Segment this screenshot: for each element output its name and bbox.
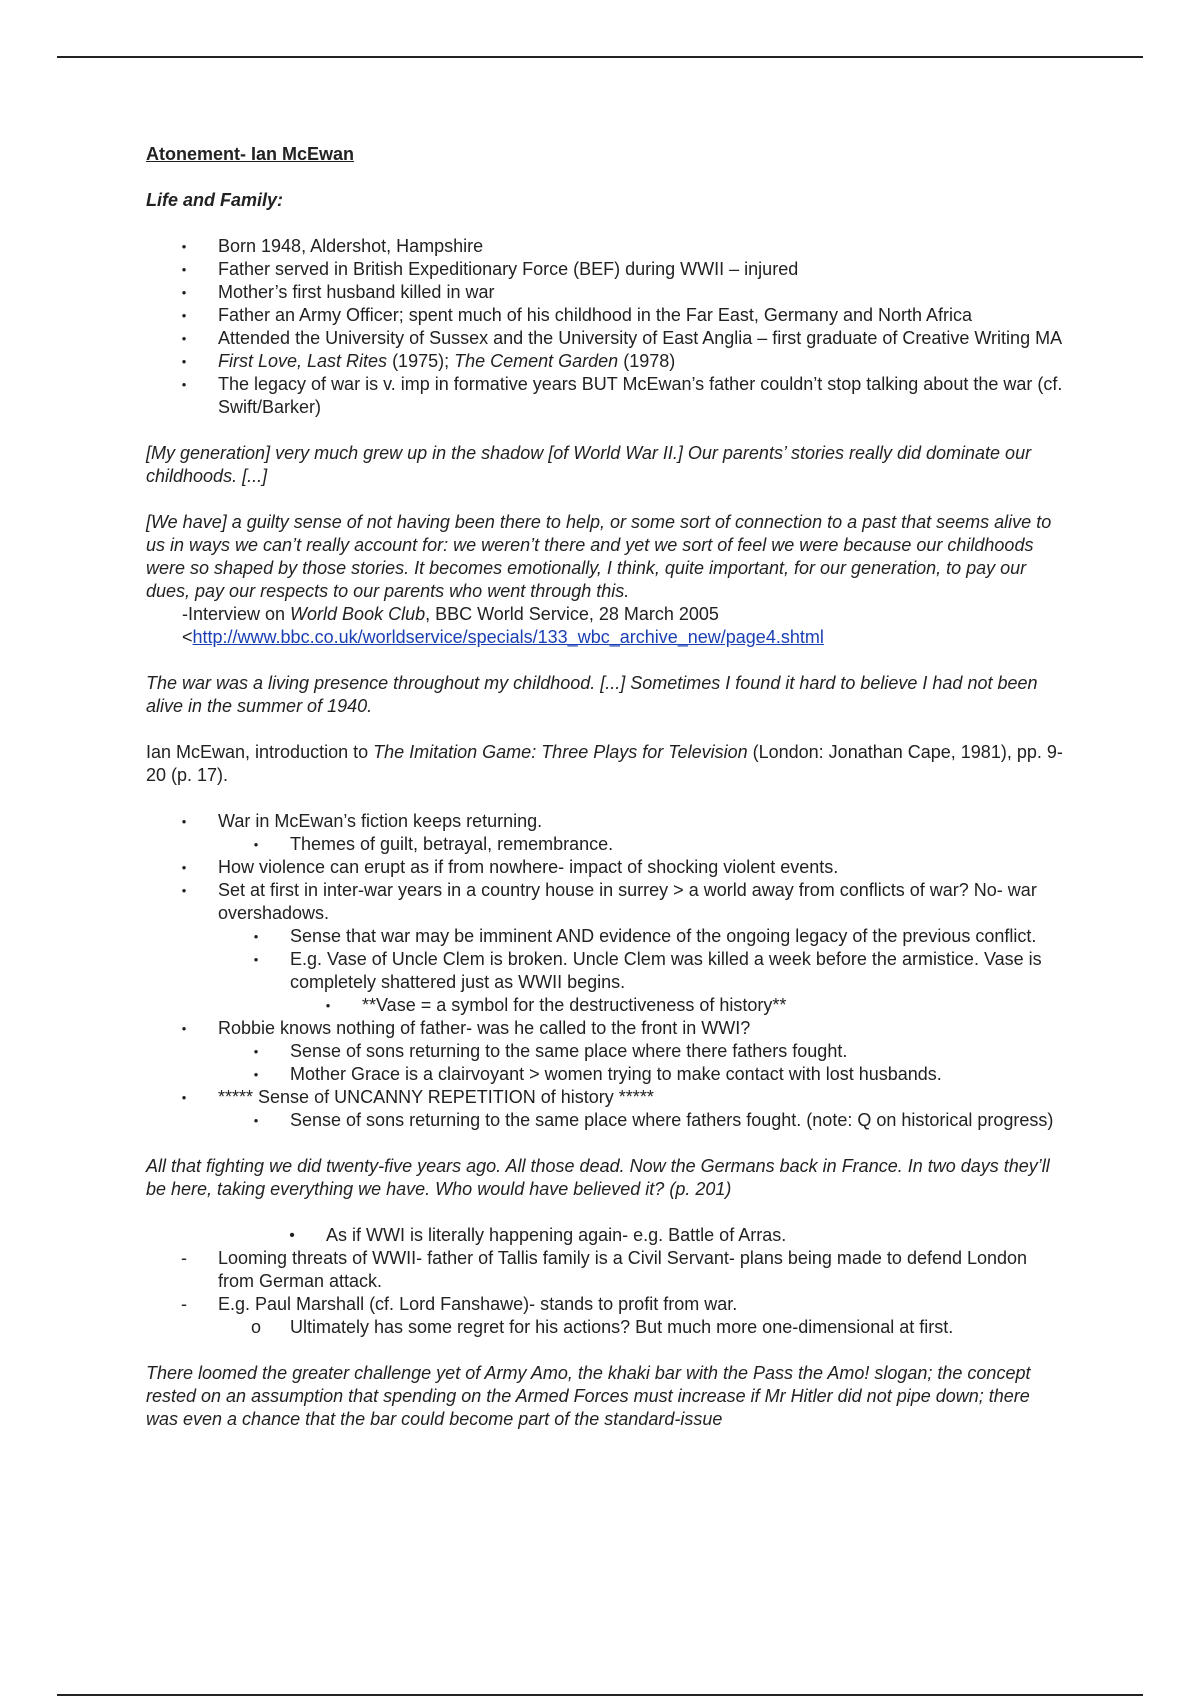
bullet-marker: •	[181, 1021, 187, 1036]
list-item	[146, 304, 1066, 327]
list-item-text: Sense of sons returning to the same place where there fathers fought.	[290, 1041, 848, 1061]
bullet-marker: •	[181, 1090, 187, 1105]
bullet-marker: •	[181, 331, 187, 346]
dash-marker: -	[181, 1248, 187, 1268]
list-item	[146, 281, 1066, 304]
list-item-text: Sense that war may be imminent AND evidence of the ongoing legacy of the previous conflict.	[290, 926, 1037, 946]
list-item	[146, 258, 1066, 281]
list-item	[146, 373, 1066, 419]
quote: [We have] a guilty sense of not having been there to help, or some sort of connection to a past that seems alive to us in ways we can’t really account for: we weren’t there and yet we sort of feel we were because our childhoods were so shaped by those stories. It becomes emotionally, I think, quite important, for our generation, to pay our dues, pay our respects to our parents who went through this.	[146, 512, 1052, 601]
interview-source	[146, 603, 1066, 626]
footer-rule	[57, 1694, 1143, 1696]
list-item-text: ***** Sense of UNCANNY REPETITION of history *****	[218, 1087, 654, 1107]
intro-source	[146, 741, 1066, 787]
bullet-marker: •	[181, 377, 187, 392]
quote: [My generation] very much grew up in the shadow [of World War II.] Our parents’ stories really did dominate our childhoods. [...]	[146, 443, 1032, 486]
list-item-text: How violence can erupt as if from nowhere- impact of shocking violent events.	[218, 857, 839, 877]
spacer	[146, 649, 1066, 672]
spacer	[146, 718, 1066, 741]
list-item-text: The legacy of war is v. imp in formative years BUT McEwan’s father couldn’t stop talking about the war (cf. Swift/Barker)	[218, 374, 1063, 417]
bullet-marker: •	[181, 262, 187, 277]
circle-marker: o	[250, 1317, 261, 1337]
list-item	[146, 879, 1066, 925]
list-item	[146, 1040, 1066, 1063]
list-item	[146, 1293, 1066, 1316]
source-suffix: , BBC World Service, 28 March 2005	[425, 604, 719, 624]
bullet-marker: •	[181, 860, 187, 875]
bullet-marker: •	[181, 239, 187, 254]
bullet-marker: •	[253, 1067, 259, 1082]
spacer	[146, 1339, 1066, 1362]
list-item-text: Robbie knows nothing of father- was he called to the front in WWI?	[218, 1018, 751, 1038]
source-prefix: Ian McEwan, introduction to	[146, 742, 374, 762]
spacer	[146, 787, 1066, 810]
program-name: World Book Club	[290, 604, 426, 624]
spacer	[146, 212, 1066, 235]
list-item	[146, 925, 1066, 948]
list-item	[146, 1017, 1066, 1040]
list-item-text: Mother Grace is a clairvoyant > women trying to make contact with lost husbands.	[290, 1064, 942, 1084]
war-list	[146, 1224, 1066, 1339]
list-item-text: Mother’s first husband killed in war	[218, 282, 495, 302]
list-item	[146, 1063, 1066, 1086]
list-item-text: Looming threats of WWII- father of Tallis family is a Civil Servant- plans being made to defend London from German attack.	[218, 1248, 1028, 1291]
list-item-text: Born 1948, Aldershot, Hampshire	[218, 236, 484, 256]
work-year: (1978)	[618, 351, 676, 371]
list-item	[146, 1224, 1066, 1247]
section-heading: Life and Family:	[146, 190, 284, 210]
list-item	[146, 327, 1066, 350]
bullet-marker: •	[253, 929, 259, 944]
list-item-text: Attended the University of Sussex and the University of East Anglia – first graduate of Creative Writing MA	[218, 328, 1063, 348]
list-item-text: War in McEwan’s fiction keeps returning.	[218, 811, 543, 831]
dash-marker: -	[181, 1294, 187, 1314]
list-item	[146, 833, 1066, 856]
spacer	[146, 1201, 1066, 1224]
bullet-marker: •	[289, 1227, 295, 1244]
source-suffix: (London: Jonathan Cape, 1981), pp. 9-20 (p. 17).	[146, 742, 1063, 785]
work-title: The Imitation Game: Three Plays for Television	[373, 742, 748, 762]
list-item	[146, 235, 1066, 258]
list-item	[146, 810, 1066, 833]
spacer	[146, 1132, 1066, 1155]
list-item	[146, 1109, 1066, 1132]
list-item-text: E.g. Vase of Uncle Clem is broken. Uncle Clem was killed a week before the armistice. Vase is completely shattered just as WWII begins.	[290, 949, 1042, 992]
link-prefix: <	[182, 627, 193, 647]
list-item-text: Themes of guilt, betrayal, remembrance.	[290, 834, 614, 854]
quote: There loomed the greater challenge yet of Army Amo, the khaki bar with the Pass the Amo! slogan; the concept rested on an assumption that spending on the Armed Forces must increase if Mr Hitler did not pipe down; there was even a chance that the bar could become part of the standard-issue	[146, 1363, 1031, 1429]
list-item-works	[146, 350, 1066, 373]
bullet-marker: •	[253, 1113, 259, 1128]
list-item-text: As if WWI is literally happening again- e.g. Battle of Arras.	[326, 1225, 787, 1245]
bullet-marker: •	[181, 354, 187, 369]
quote: The war was a living presence throughout my childhood. [...] Sometimes I found it hard to believe I had not been alive in the summer of 1940.	[146, 673, 1038, 716]
list-item-text: Father an Army Officer; spent much of his childhood in the Far East, Germany and North Africa	[218, 305, 973, 325]
source-link[interactable]: http://www.bbc.co.uk/worldservice/specials/133_wbc_archive_new/page4.shtml	[192, 627, 824, 647]
list-item	[146, 948, 1066, 994]
list-item-text: Set at first in inter-war years in a country house in surrey > a world away from conflicts of war? No- war overshadows.	[218, 880, 1037, 923]
list-item-text: **Vase = a symbol for the destructiveness of history**	[362, 995, 787, 1015]
spacer	[146, 419, 1066, 442]
list-item-text: Father served in British Expeditionary Force (BEF) during WWII – injured	[218, 259, 799, 279]
spacer	[146, 488, 1066, 511]
life-bullet-list	[146, 235, 1066, 419]
list-item-text: E.g. Paul Marshall (cf. Lord Fanshawe)- stands to profit from war.	[218, 1294, 738, 1314]
bullet-marker: •	[253, 837, 259, 852]
list-item-text: Sense of sons returning to the same place where fathers fought. (note: Q on historical progress)	[290, 1110, 1054, 1130]
work-title: First Love, Last Rites	[218, 351, 388, 371]
list-item	[146, 1247, 1066, 1293]
list-item	[146, 1316, 1066, 1339]
work-title: The Cement Garden	[454, 351, 619, 371]
list-item	[146, 856, 1066, 879]
document-body	[146, 143, 1066, 1431]
header-rule	[57, 56, 1143, 58]
document-title: Atonement- Ian McEwan	[146, 144, 355, 164]
themes-list	[146, 810, 1066, 1132]
work-year: (1975);	[387, 351, 455, 371]
bullet-marker: •	[253, 952, 259, 967]
bullet-marker: •	[181, 883, 187, 898]
list-item	[146, 1086, 1066, 1109]
quote: All that fighting we did twenty-five years ago. All those dead. Now the Germans back in France. In two days they’ll be here, taking everything we have. Who would have believed it? (p. 201)	[146, 1156, 1050, 1199]
bullet-marker: •	[325, 998, 331, 1013]
list-item	[146, 994, 1066, 1017]
bullet-marker: •	[181, 814, 187, 829]
bullet-marker: •	[253, 1044, 259, 1059]
bullet-marker: •	[181, 285, 187, 300]
bullet-marker: •	[181, 308, 187, 323]
source-link-line	[146, 626, 1066, 649]
list-item-text: Ultimately has some regret for his actions? But much more one-dimensional at first.	[290, 1317, 954, 1337]
source-prefix: -Interview on	[182, 604, 291, 624]
